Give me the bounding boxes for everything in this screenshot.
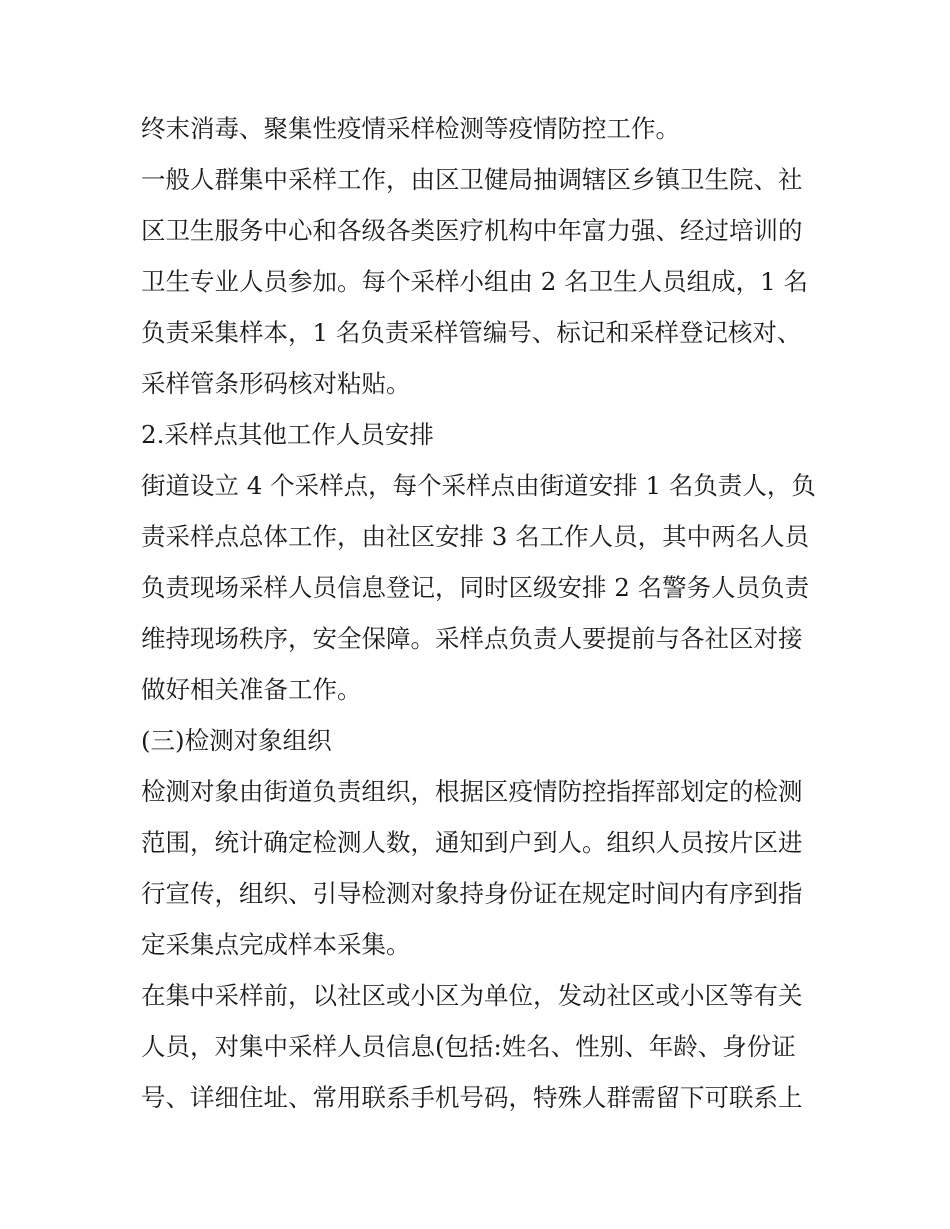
text-line: 街道设立 4 个采样点，每个采样点由街道安排 1 名负责人，负	[141, 471, 816, 500]
text-line: 责采样点总体工作，由社区安排 3 名工作人员，其中两名人员	[141, 522, 810, 551]
text-line: 采样管条形码核对粘贴。	[141, 369, 411, 398]
text-line: 区卫生服务中心和各级各类医疗机构中年富力强、经过培训的	[141, 216, 803, 245]
text-line: 做好相关准备工作。	[141, 675, 362, 704]
text-line: 范围，统计确定检测人数，通知到户到人。组织人员按片区进	[141, 828, 803, 857]
text-line: 号、详细住址、常用联系手机号码，特殊人群需留下可联系上	[141, 1083, 803, 1112]
text-line: 行宣传，组织、引导检测对象持身份证在规定时间内有序到指	[141, 879, 803, 908]
text-line: 检测对象由街道负责组织，根据区疫情防控指挥部划定的检测	[141, 777, 803, 806]
text-line: 维持现场秩序，安全保障。采样点负责人要提前与各社区对接	[141, 624, 803, 653]
text-line: 负责现场采样人员信息登记，同时区级安排 2 名警务人员负责	[141, 573, 810, 602]
text-line: 负责采集样本，1 名负责采样管编号、标记和采样登记核对、	[141, 318, 802, 347]
text-line: 在集中采样前，以社区或小区为单位，发动社区或小区等有关	[141, 981, 803, 1010]
text-line: 终末消毒、聚集性疫情采样检测等疫情防控工作。	[141, 114, 680, 143]
text-line: 卫生专业人员参加。每个采样小组由 2 名卫生人员组成，1 名	[141, 267, 809, 296]
text-line: 一般人群集中采样工作，由区卫健局抽调辖区乡镇卫生院、社	[141, 165, 803, 194]
section-heading: (三)检测对象组织	[141, 726, 332, 755]
text-line: 定采集点完成样本采集。	[141, 930, 411, 959]
section-heading: 2.采样点其他工作人员安排	[141, 420, 434, 449]
text-line: 人员，对集中采样人员信息(包括:姓名、性别、年龄、身份证	[141, 1032, 796, 1061]
